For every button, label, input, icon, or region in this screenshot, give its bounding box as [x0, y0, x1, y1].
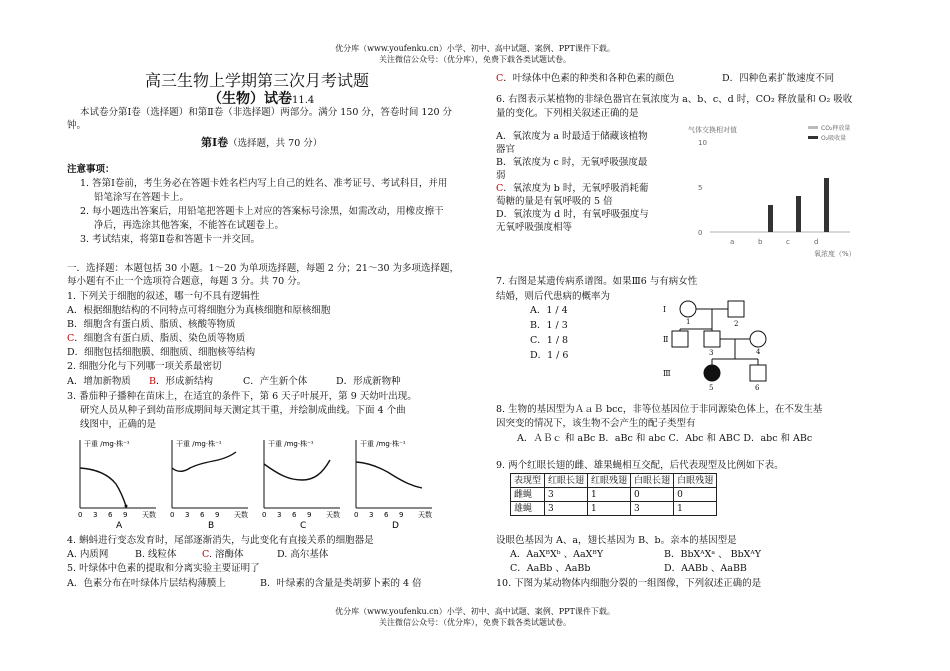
pedigree-individual-2: [728, 301, 744, 317]
table-cell: 3: [631, 502, 674, 516]
y-tick-label: 0: [698, 229, 703, 237]
exam-title: 高三生物上学期第三次月考试题: [145, 71, 370, 90]
q3-line-3: 线图中，正确的是: [80, 419, 157, 430]
legend-label-co2: CO₂释放量: [821, 125, 851, 132]
q2-option-d: D．形成新物种: [336, 376, 401, 387]
table-header-cell: 红眼残翅: [588, 474, 631, 488]
x-tick-label: 9: [123, 511, 128, 519]
table-cell: 3: [545, 488, 588, 502]
q9-option-a: A．AaXᴮXᵇ 、AaXᴮY: [510, 549, 604, 560]
q6-option-d1: D．氧浓度为 d 时，有氧呼吸强度与: [496, 209, 649, 220]
q9-stem: 9. 两个红眼长翅的雌、雄果蝇相互交配，后代表现型及比例如下表。: [496, 460, 784, 471]
q2-b-text: ．形成新结构: [155, 376, 213, 387]
y-tick-label: 10: [698, 139, 707, 147]
table-cell: 1: [588, 502, 631, 516]
q5-option-c: [496, 73, 674, 85]
notice-3: 3. 考试结束，将第Ⅱ卷和答题卡一并交回。: [80, 234, 261, 245]
graph-y-label: 干重 /mg·株⁻¹: [268, 440, 314, 448]
q9-option-b: B．BbXᴬXᵃ 、 BbXᴬY: [664, 549, 762, 560]
intro-line-2: 钟。: [67, 120, 87, 131]
q7-option-b: B．1 / 3: [530, 320, 568, 331]
q1-option-c: [67, 333, 245, 345]
table-cell: 雄蝇: [511, 502, 545, 516]
q6-c-text: ．氧浓度为 b 时，无氧呼吸消耗葡: [503, 183, 649, 194]
graph-y-label: 干重 /mg·株⁻¹: [360, 440, 406, 448]
pedigree-individual-5: [704, 365, 720, 381]
q4-stem: 4. 蝌蚪进行变态发育时，尾部逐渐消失，与此变化有直接关系的细胞器是: [67, 535, 374, 546]
table-cell: 3: [545, 502, 588, 516]
part1-title: 第Ⅰ卷: [201, 136, 229, 149]
x-tick-label: 3: [93, 511, 98, 519]
header-line-1: 优分库（www.youfenku.cn）小学、初中、高中试题、案例、PPT课件下载。: [335, 44, 615, 53]
bar-co2-d: [824, 178, 829, 232]
table-header-cell: 白眼长翅: [631, 474, 674, 488]
pedigree-chart: [660, 297, 800, 397]
notice-1b: 铅笔涂写在答题卡上。: [94, 192, 190, 203]
x-tick-label: 6: [108, 511, 113, 519]
id-5: 5: [709, 384, 714, 392]
q3-line-1: 3. 番茄种子播种在苗床上，在适宜的条件下，第 6 天子叶展开，第 9 天幼叶出现。: [67, 391, 417, 402]
q6-option-b2: 弱: [496, 170, 506, 181]
x-tick-label: 6: [292, 511, 297, 519]
gen-label-1: Ⅰ: [663, 305, 667, 314]
q2-stem: 2. 细胞分化与下列哪一项关系最密切: [67, 361, 222, 372]
graph-x-label: 天数: [234, 511, 248, 519]
table-cell: 雌蝇: [511, 488, 545, 502]
q3-line-2: 研究人员从种子到幼苗形成期间每天测定其干重，并绘制成曲线。下面 4 个曲: [80, 405, 406, 416]
q7-option-c: C．1 / 8: [530, 335, 569, 346]
x-tick-label: 9: [307, 511, 312, 519]
q5-option-d: D．四种色素扩散速度不同: [722, 73, 835, 84]
q7-option-a: A．1 / 4: [530, 305, 568, 316]
pedigree-individual-4: [750, 331, 766, 347]
x-tick-label: 0: [78, 511, 83, 519]
q8-options: A．ＡＢｃ 和 aBc B．aBc 和 abc C．Abc 和 ABC D．abc 和 ABc: [517, 433, 813, 444]
intro-line-1: 本试卷分第Ⅰ卷（选择题）和第Ⅱ卷（非选择题）两部分。满分 150 分，答卷时间 120 分: [80, 107, 453, 118]
q1-option-b: B．细胞含有蛋白质、脂质、核酸等物质: [67, 319, 236, 330]
table-header-cell: 白眼残翅: [674, 474, 717, 488]
graph-letter-C: C: [300, 521, 307, 531]
q3-curve-C: [264, 460, 330, 480]
q6-line-2: 量的变化。下列相关叙述正确的是: [496, 108, 639, 119]
pedigree-individual-1: [680, 301, 696, 317]
q1-option-d: D．细胞包括细胞膜、细胞质、细胞核等结构: [67, 347, 256, 358]
q9-option-c: C．AaBb 、AaBb: [510, 563, 591, 574]
q7-line-2: 结婚，则后代患病的概率为: [496, 291, 611, 302]
x-tick-label: 9: [399, 511, 404, 519]
q10-stem: 10. 下图为某动物体内细胞分裂的一组图像，下列叙述正确的是: [496, 578, 762, 589]
legend-label-o2: O₂吸收量: [821, 135, 847, 142]
notice-title: 注意事项：: [67, 164, 115, 175]
notice-2b: 净后，再选涂其他答案，不能答在试题卷上。: [94, 220, 285, 231]
q5-option-a: A．色素分布在叶绿体片层结构薄膜上: [67, 578, 226, 589]
q5-stem: 5. 叶绿体中色素的提取和分离实验主要证明了: [67, 563, 260, 574]
x-tick-label: 0: [354, 511, 359, 519]
graph-y-label: 干重 /mg·株⁻¹: [84, 440, 130, 448]
section1-line-2: 每小题有不止一个选项符合题意，每题 3 分。共 70 分。: [67, 276, 307, 287]
graph-x-label: 天数: [326, 511, 340, 519]
q4-c-text: . 溶酶体: [208, 549, 244, 560]
id-4: 4: [756, 348, 761, 356]
graph-letter-A: A: [116, 521, 123, 531]
bar-co2-c: [796, 196, 801, 232]
notice-1a: 1. 答第Ⅰ卷前，考生务必在答题卡姓名栏内写上自己的姓名、准考证号、考试科目，并用: [80, 178, 448, 189]
legend-swatch-co2: [808, 136, 818, 139]
y-tick-label: 5: [698, 184, 703, 192]
table-header-cell: 表现型: [511, 474, 545, 488]
part1-note: （选择题，共 70 分）: [228, 138, 323, 149]
header-line-2: 关注微信公众号：（优分库），免费下载各类试题试卷。: [379, 55, 571, 64]
id-1: 1: [686, 318, 691, 326]
table-row: [511, 488, 717, 502]
q5-c-letter: C: [496, 73, 504, 84]
q6-bar-chart: [688, 122, 888, 262]
curve-end-dot: [125, 505, 128, 508]
q2-option-b: [149, 376, 213, 388]
footer-line-2: 关注微信公众号：（优分库），免费下载各类试题试卷。: [379, 618, 571, 627]
table-cell: 0: [674, 488, 717, 502]
subtitle-date: 11.4: [292, 95, 315, 106]
q8-line-1: 8. 生物的基因型为ＡａＢ bcc，非等位基因位于非同源染色体上，在不发生基: [496, 404, 823, 415]
q5-c-text: ．叶绿体中色素的种类和各种色素的颜色: [503, 73, 675, 84]
table-row: [511, 502, 717, 516]
q5-option-b: B．叶绿素的含量是类胡萝卜素的 4 倍: [260, 578, 422, 589]
x-tick-label: 0: [262, 511, 267, 519]
q2-option-c: C．产生新个体: [243, 376, 308, 387]
pedigree-individual-ii-a: [672, 331, 688, 347]
x-tick-label: d: [814, 238, 819, 246]
pedigree-individual-3: [704, 331, 720, 347]
q9-after: 设眼色基因为 A、a，翅长基因为 B、b。亲本的基因型是: [496, 535, 737, 546]
q4-c-letter: C: [202, 549, 209, 560]
notice-2a: 2. 每小题选出答案后，用铅笔把答题卡上对应的答案标号涂黑，如需改动，用橡皮擦干: [80, 206, 444, 217]
q2-option-a: A．增加新物质: [67, 376, 131, 387]
table-cell: 1: [674, 502, 717, 516]
x-tick-label: 3: [369, 511, 374, 519]
x-tick-label: 3: [185, 511, 190, 519]
q7-option-d: D．1 / 6: [530, 350, 569, 361]
q7-line-1: 7. 右图是某遗传病系谱图。如果Ⅲ6 与有病女性: [496, 276, 698, 287]
graph-x-label: 天数: [418, 511, 432, 519]
q8-line-2: 因突变的情况下，该生物不会产生的配子类型有: [496, 418, 696, 429]
legend-swatch-o2: [808, 126, 818, 129]
q4-option-b: B. 线粒体: [135, 549, 177, 560]
q3-graph-D: [354, 439, 432, 531]
id-3: 3: [709, 349, 714, 357]
gen-label-3: Ⅲ: [663, 369, 671, 378]
q3-curve-D: [356, 462, 422, 488]
q6-option-c1: [496, 183, 648, 195]
q9-option-d: D．AABb 、AaBB: [664, 563, 747, 574]
q2-b-letter: B: [149, 376, 156, 387]
part1-heading: [201, 136, 322, 151]
section1-line-1: 一．选择题：本题包括 30 小题。1～20 为单项选择题，每题 2 分；21～30 为多项选择题，: [67, 263, 460, 274]
id-6: 6: [755, 384, 760, 392]
x-tick-label: 9: [215, 511, 220, 519]
q4-option-c: [202, 549, 243, 561]
x-tick-label: b: [758, 238, 763, 246]
chart-title: 气体交换相对值: [688, 126, 737, 134]
q6-option-a1: A．氧浓度为 a 时最适于储藏该植物: [496, 131, 648, 142]
q6-c-letter: C: [496, 183, 504, 194]
q6-option-b1: B．氧浓度为 c 时，无氧呼吸强度最: [496, 157, 648, 168]
q6-option-d2: 无氧呼吸强度相等: [496, 222, 573, 233]
q4-option-a: A. 内质网: [67, 549, 109, 560]
table-header-cell: 红眼长翅: [545, 474, 588, 488]
q6-option-c2: 萄糖的量是有氧呼吸的 5 倍: [496, 196, 613, 207]
table-cell: 0: [631, 488, 674, 502]
subtitle-text: （生物）试卷: [208, 91, 292, 107]
q3-curve-A: [80, 468, 126, 506]
x-tick-label: 6: [200, 511, 205, 519]
x-tick-label: 3: [277, 511, 282, 519]
q6-line-1: 6. 右图表示某植物的非绿色器官在氧浓度为 a、b、c、d 时，CO₂ 释放量和 O₂ 吸收: [496, 94, 853, 105]
q1-c-text: ．细胞含有蛋白质、脂质、染色质等物质: [74, 333, 246, 344]
bar-co2-b: [768, 205, 773, 232]
id-2: 2: [734, 320, 739, 328]
graph-y-label: 干重 /mg·株⁻¹: [176, 440, 222, 448]
q3-graph-A: [78, 439, 156, 531]
q1-option-a: A．根据细胞结构的不同特点可将细胞分为真核细胞和原核细胞: [67, 305, 331, 316]
q6-option-a2: 器官: [496, 144, 516, 155]
q3-graph-B: [170, 439, 248, 531]
graph-x-label: 天数: [142, 511, 156, 519]
pedigree-individual-6: [750, 365, 766, 381]
x-tick-label: 6: [384, 511, 389, 519]
table-header-row: [511, 474, 717, 488]
q3-graph-C: [262, 439, 340, 531]
q3-curve-B: [172, 452, 236, 471]
x-tick-label: c: [786, 238, 790, 246]
q3-graphs: [72, 432, 442, 531]
q9-table: [510, 473, 717, 516]
q1-c-letter: C: [67, 333, 75, 344]
footer-line-1: 优分库（www.youfenku.cn）小学、初中、高中试题、案例、PPT课件下载。: [335, 607, 615, 616]
graph-letter-D: D: [392, 521, 399, 531]
graph-letter-B: B: [208, 521, 215, 531]
x-axis-label: 氧浓度（%）: [814, 250, 856, 258]
q1-stem: 1. 下列关于细胞的叙述，哪一句不具有逻辑性: [67, 291, 260, 302]
x-tick-label: 0: [170, 511, 175, 519]
gen-label-2: Ⅱ: [663, 335, 669, 344]
table-cell: 1: [588, 488, 631, 502]
x-tick-label: a: [730, 238, 735, 246]
q4-option-d: D. 高尔基体: [277, 549, 329, 560]
